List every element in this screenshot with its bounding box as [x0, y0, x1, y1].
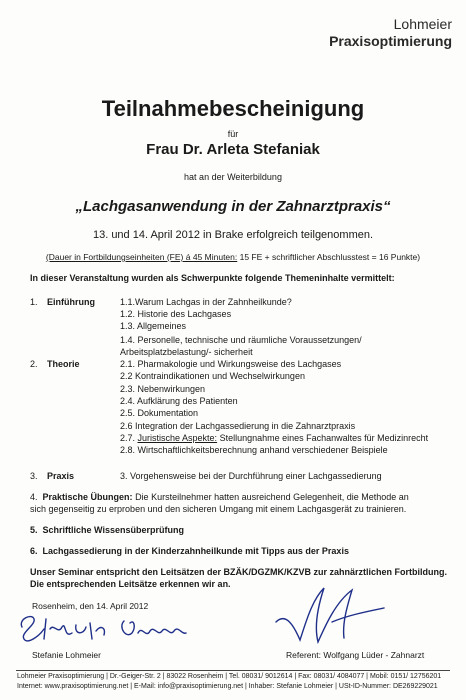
- duration-value: 15 FE + schriftlicher Abschlusstest = 16 Punkte): [237, 252, 421, 262]
- pediatric-topic: [30, 546, 349, 556]
- signature-right: [272, 582, 392, 652]
- brand-name: Lohmeier: [393, 16, 452, 32]
- section-number: 1.: [30, 297, 38, 307]
- topic-item: 2.8. Wirtschaftlichkeitsberechnung anhand verschiedener Beispiele: [120, 445, 388, 455]
- topic-item: 2.5. Dokumentation: [120, 408, 199, 418]
- topic-item: 2.3. Nebenwirkungen: [120, 384, 206, 394]
- para-number: 5.: [30, 525, 38, 535]
- practical-exercises-label: Praktische Übungen:: [42, 492, 133, 502]
- topic-item: 1.4. Personelle, technische und räumliche Voraussetzungen/: [120, 335, 362, 345]
- fuer-label: für: [227, 129, 239, 139]
- legal-aspects-label: Juristische Aspekte:: [137, 433, 218, 443]
- topic-item: 1.2. Historie des Lachgases: [120, 309, 232, 319]
- signature-left: [14, 605, 194, 650]
- footer-divider: [16, 670, 450, 671]
- topic-number: 2.7.: [120, 433, 138, 443]
- practical-exercises: [30, 492, 409, 502]
- section-title: Theorie: [47, 359, 80, 369]
- topic-item: 2.6 Integration der Lachgassedierung in die Zahnarztpraxis: [120, 421, 356, 431]
- para-text: Die Kursteilnehmer hatten ausreichend Gelegenheit, die Methode an: [132, 492, 409, 502]
- written-test-label: Schriftliche Wissensüberprüfung: [42, 525, 184, 535]
- topic-item: 2.2 Kontraindikationen und Wechselwirkungen: [120, 371, 305, 381]
- topics-intro: In dieser Veranstaltung wurden als Schwerpunkte folgende Themeninhalte vermittelt:: [30, 273, 395, 283]
- topic-text: Stellungnahme eines Fachanwaltes für Medizinrecht: [217, 433, 429, 443]
- practical-exercises-cont: sich gegenseitig zu erproben und den sicheren Umgang mit einem Lachgasgerät zu trainieren.: [30, 504, 407, 514]
- place-date: Rosenheim, den 14. April 2012: [32, 601, 149, 611]
- document-title: Teilnahmebescheinigung: [101, 96, 365, 121]
- section-number: 3.: [30, 471, 38, 481]
- topic-item: 1.1.Warum Lachgas in der Zahnheilkunde?: [120, 297, 292, 307]
- duration-label: (Dauer in Fortbildungseinheiten (FE) á 45 Minuten:: [45, 252, 238, 262]
- participant-name: Frau Dr. Arleta Stefaniak: [146, 141, 320, 158]
- pediatric-topic-label: Lachgassedierung in der Kinderzahnheilkunde mit Tipps aus der Praxis: [42, 546, 349, 556]
- signer-left-name: Stefanie Lohmeier: [32, 650, 101, 660]
- topic-item: 2.1. Pharmakologie und Wirkungsweise des Lachgases: [120, 359, 342, 369]
- topic-item: Arbeitsplatzbelastung/- sicherheit: [120, 347, 253, 357]
- para-number: 4.: [30, 492, 38, 502]
- topic-item: [120, 433, 428, 443]
- section-number: 2.: [30, 359, 38, 369]
- topic-item: 3. Vorgehensweise bei der Durchführung einer Lachgassedierung: [120, 471, 382, 481]
- written-test: [30, 525, 184, 535]
- course-dates: 13. und 14. April 2012 in Brake erfolgreich teilgenommen.: [92, 229, 374, 241]
- duration-note: [0, 252, 466, 262]
- section-title: Praxis: [47, 471, 75, 481]
- topic-item: 1.3. Allgemeines: [120, 321, 187, 331]
- section-title: Einführung: [47, 297, 95, 307]
- topic-item: 2.4. Aufklärung des Patienten: [120, 396, 238, 406]
- brand-subtitle: Praxisoptimierung: [329, 33, 452, 49]
- signer-right-name: Referent: Wolfgang Lüder - Zahnarzt: [286, 650, 425, 660]
- footer-contact: Internet: www.praxisoptimierung.net | E-Mail: info@praxisoptimierung.net | Inhaber: Stefanie Lohmeier | USt-ID-Nummer: DE269229021: [17, 683, 438, 690]
- accreditation-statement-cont: Die entsprechenden Leitsätze erkennen wir an.: [30, 579, 231, 589]
- footer-address: Lohmeier Praxisoptimierung | Dr.-Geiger-Str. 2 | 83022 Rosenheim | Tel. 08031/ 9012614 | Fax: 08031/ 4084077 | Mobil: 0151/ 12756201: [17, 673, 442, 680]
- participation-label: hat an der Weiterbildung: [184, 172, 282, 182]
- accreditation-statement: Unser Seminar entspricht den Leitsätzen der BZÄK/DGZMK/KZVB zur zahnärztlichen Fortbildung.: [30, 567, 448, 577]
- para-number: 6.: [30, 546, 38, 556]
- course-title: „Lachgasanwendung in der Zahnarztpraxis“: [75, 198, 391, 215]
